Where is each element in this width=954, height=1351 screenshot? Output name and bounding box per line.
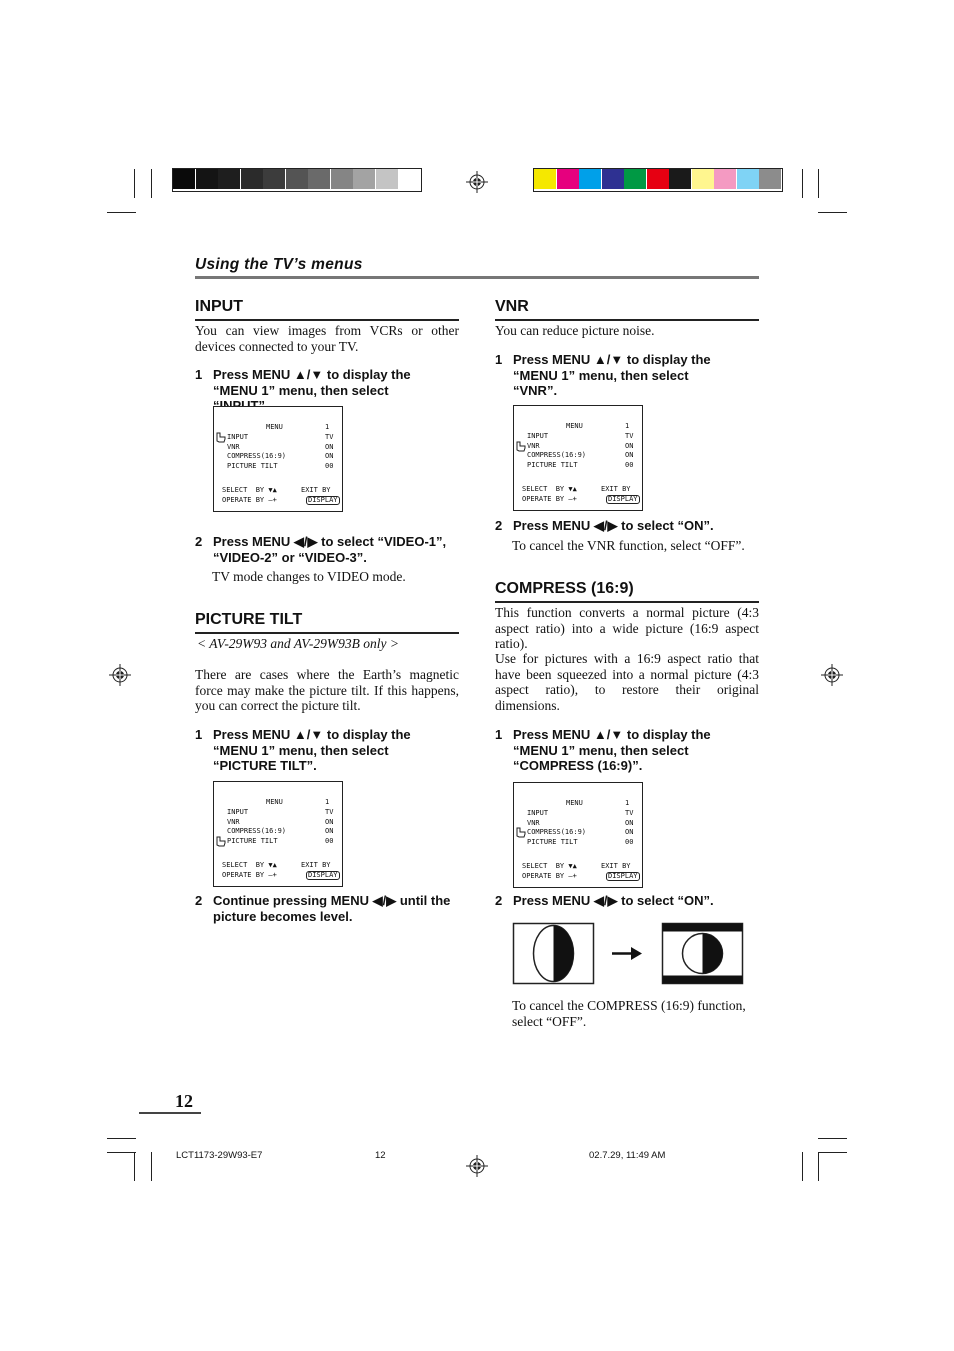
color-swatch xyxy=(647,169,669,189)
menu-item-label: INPUT xyxy=(227,808,249,816)
step-text: Continue pressing MENU ◀/▶ until the picture becomes level. xyxy=(213,893,451,924)
color-swatch xyxy=(759,169,781,189)
step-text: Press MENU ▲/▼ to display the “MENU 1” menu, then select xyxy=(213,367,411,398)
menu-item-value: ON xyxy=(625,818,634,827)
menu-title: MENU xyxy=(266,798,283,806)
wide-picture-icon xyxy=(663,924,743,984)
step-number: 2 xyxy=(495,893,503,908)
step-text: Press MENU ◀/▶ to select “ON”. xyxy=(513,893,714,908)
step-text: Press MENU ▲/▼ to display the “MENU 1” menu, then select “VNR”. xyxy=(513,352,711,398)
color-swatch xyxy=(714,169,736,189)
crop-mark xyxy=(151,169,152,198)
step-number: 1 xyxy=(495,727,503,742)
menu-item-value: TV xyxy=(625,432,634,440)
crop-mark xyxy=(802,169,803,198)
display-key: DISPLAY xyxy=(308,871,338,879)
color-swatch xyxy=(557,169,579,189)
color-swatch xyxy=(353,169,375,189)
menu-item-label: VNR xyxy=(227,442,240,451)
section-title-input: INPUT xyxy=(195,298,243,315)
crop-mark xyxy=(134,169,135,198)
menu-item-label: PICTURE TILT xyxy=(227,836,278,845)
compress-step-1 xyxy=(495,727,735,775)
arrow-right-icon xyxy=(612,947,642,960)
section-rule xyxy=(495,319,759,321)
menu-page: 1 xyxy=(625,422,630,430)
menu-item-label: PICTURE TILT xyxy=(527,837,578,846)
display-key: DISPLAY xyxy=(608,872,638,880)
section-rule xyxy=(195,319,459,321)
section-title-picture-tilt: PICTURE TILT xyxy=(195,611,303,628)
step-number: 1 xyxy=(195,367,203,382)
input-step-2 xyxy=(195,534,449,566)
menu-select-hint: SELECT BY ▼▲ xyxy=(222,861,277,869)
color-swatch xyxy=(692,169,714,189)
menu-item-value: ON xyxy=(625,828,634,836)
compress-intro-2: Use for pictures with a 16:9 aspect ratio that have been squeezed into a normal picture (4:3 aspect ratio), to restore their original dimensions. xyxy=(495,651,759,713)
color-swatch xyxy=(669,169,691,189)
menu-select-hint: SELECT BY ▼▲ xyxy=(522,485,577,493)
menu-page: 1 xyxy=(325,798,330,806)
menu-item-value: TV xyxy=(325,808,334,816)
color-swatch xyxy=(624,169,646,189)
footer-file: LCT1173-29W93-E7 xyxy=(176,1150,263,1161)
menu-exit-hint: EXIT BY xyxy=(301,861,331,869)
menu-item-value: ON xyxy=(625,441,634,450)
section-rule xyxy=(495,601,759,603)
compress-intro-1: This function converts a normal picture (4:3 aspect ratio) into a wide picture (16:9 aspect ratio). xyxy=(495,605,759,651)
page-number-rule xyxy=(139,1112,201,1114)
input-step-2-note: TV mode changes to VIDEO mode. xyxy=(212,569,406,584)
normal-picture-icon xyxy=(514,924,594,984)
color-swatch xyxy=(196,169,218,189)
crop-mark xyxy=(134,1152,135,1181)
color-swatch xyxy=(218,169,240,189)
menu-screen xyxy=(513,405,643,511)
compress-note: To cancel the COMPRESS (16:9) function, select “OFF”. xyxy=(512,998,746,1029)
hand-pointer-icon xyxy=(216,432,226,447)
step-number: 1 xyxy=(195,727,203,742)
menu-screen xyxy=(213,406,343,512)
display-key: DISPLAY xyxy=(308,496,338,504)
menu-item-label: INPUT xyxy=(527,432,549,440)
crop-mark xyxy=(818,212,847,213)
menu-screen xyxy=(213,781,343,887)
hand-pointer-icon xyxy=(516,441,526,456)
menu-title: MENU xyxy=(266,423,283,431)
footer-page: 12 xyxy=(375,1150,386,1161)
page-number: 12 xyxy=(175,1091,193,1111)
crop-mark xyxy=(107,1152,136,1153)
menu-item-value: 00 xyxy=(625,460,634,469)
hand-pointer-icon xyxy=(216,836,226,851)
menu-item-value: ON xyxy=(625,451,634,459)
color-swatch xyxy=(241,169,263,189)
crop-mark xyxy=(107,1138,136,1139)
crop-mark xyxy=(151,1152,152,1181)
menu-exit-hint: EXIT BY xyxy=(601,485,631,493)
registration-mark-icon xyxy=(109,664,131,686)
color-swatch xyxy=(737,169,759,189)
page-header: Using the TV’s menus xyxy=(195,256,363,273)
menu-item-value: ON xyxy=(325,442,334,451)
picture-tilt-step-1 xyxy=(195,727,435,775)
color-swatch xyxy=(286,169,308,189)
step-text: Press MENU ◀/▶ to select “ON”. xyxy=(513,518,714,533)
input-intro: You can view images from VCRs or other devices connected to your TV. xyxy=(195,323,459,354)
menu-item-label: VNR xyxy=(527,441,540,450)
menu-item-value: TV xyxy=(325,433,334,441)
color-swatch xyxy=(376,169,398,189)
menu-item-value: ON xyxy=(325,817,334,826)
color-swatch xyxy=(308,169,330,189)
step-text: Press MENU ▲/▼ to display the “MENU 1” menu, then select “PICTURE TILT”. xyxy=(213,727,411,773)
menu-item-label: COMPRESS(16:9) xyxy=(227,452,287,460)
crop-mark xyxy=(818,1138,847,1139)
registration-mark-icon xyxy=(821,664,843,686)
menu-item-label: VNR xyxy=(227,817,240,826)
step-number: 2 xyxy=(195,893,203,908)
header-rule xyxy=(195,276,759,279)
section-title-compress: COMPRESS (16:9) xyxy=(495,580,634,597)
crop-mark xyxy=(818,169,819,198)
picture-tilt-intro: There are cases where the Earth’s magnetic force may make the picture tilt. If this happens, you can correct the picture tilt. xyxy=(195,667,459,713)
menu-item-label: INPUT xyxy=(527,809,549,817)
menu-item-value: TV xyxy=(625,809,634,817)
color-swatch xyxy=(579,169,601,189)
menu-item-label: COMPRESS(16:9) xyxy=(227,827,287,835)
step-number: 2 xyxy=(195,534,203,549)
section-rule xyxy=(195,632,459,634)
menu-item-value: ON xyxy=(325,827,334,835)
crop-mark xyxy=(818,1152,847,1153)
vnr-intro: You can reduce picture noise. xyxy=(495,323,655,338)
hand-pointer-icon xyxy=(516,827,526,842)
step-text: Press MENU ◀/▶ to select “VIDEO-1”, “VIDEO-2” or “VIDEO-3”. xyxy=(213,534,447,565)
crop-mark xyxy=(802,1152,803,1181)
vnr-step-2 xyxy=(495,518,759,534)
menu-item-value: 00 xyxy=(625,837,634,846)
crop-mark xyxy=(818,1152,819,1181)
color-swatch xyxy=(602,169,624,189)
step-number: 2 xyxy=(495,518,503,533)
footer-timestamp: 02.7.29, 11:49 AM xyxy=(589,1150,666,1161)
menu-item-label: COMPRESS(16:9) xyxy=(527,828,587,836)
menu-title: MENU xyxy=(566,422,583,430)
display-key: DISPLAY xyxy=(608,495,638,503)
vnr-step-1 xyxy=(495,352,735,400)
registration-mark-icon xyxy=(466,1155,488,1177)
picture-tilt-models: < AV-29W93 and AV-29W93B only > xyxy=(197,636,399,651)
menu-operate-hint: OPERATE BY —+ xyxy=(222,871,277,879)
menu-operate-hint: OPERATE BY —+ xyxy=(522,872,577,880)
menu-item-value: ON xyxy=(325,452,334,460)
menu-page: 1 xyxy=(625,799,630,807)
menu-operate-hint: OPERATE BY —+ xyxy=(222,496,277,504)
color-swatch xyxy=(398,169,420,189)
step-text: Press MENU ▲/▼ to display the “MENU 1” menu, then select “COMPRESS (16:9)”. xyxy=(513,727,711,773)
vnr-step-2-note: To cancel the VNR function, select “OFF”. xyxy=(512,538,745,553)
menu-operate-hint: OPERATE BY —+ xyxy=(522,495,577,503)
picture-tilt-step-2 xyxy=(195,893,455,925)
menu-exit-hint: EXIT BY xyxy=(301,486,331,494)
menu-item-value: 00 xyxy=(325,836,334,845)
menu-title: MENU xyxy=(566,799,583,807)
registration-mark-icon xyxy=(466,171,488,193)
menu-page: 1 xyxy=(325,423,330,431)
menu-item-label: PICTURE TILT xyxy=(527,460,578,469)
menu-item-label: PICTURE TILT xyxy=(227,461,278,470)
color-swatch xyxy=(331,169,353,189)
step-number: 1 xyxy=(495,352,503,367)
color-swatch xyxy=(263,169,285,189)
crop-mark xyxy=(107,212,136,213)
compress-step-2 xyxy=(495,893,759,909)
menu-exit-hint: EXIT BY xyxy=(601,862,631,870)
section-title-vnr: VNR xyxy=(495,298,529,315)
menu-select-hint: SELECT BY ▼▲ xyxy=(522,862,577,870)
compress-illustration xyxy=(512,922,746,986)
color-swatch xyxy=(534,169,556,189)
menu-item-label: VNR xyxy=(527,818,540,827)
color-swatch xyxy=(173,169,195,189)
menu-item-label: INPUT xyxy=(227,433,249,441)
menu-item-value: 00 xyxy=(325,461,334,470)
menu-item-label: COMPRESS(16:9) xyxy=(527,451,587,459)
menu-screen xyxy=(513,782,643,888)
menu-select-hint: SELECT BY ▼▲ xyxy=(222,486,277,494)
